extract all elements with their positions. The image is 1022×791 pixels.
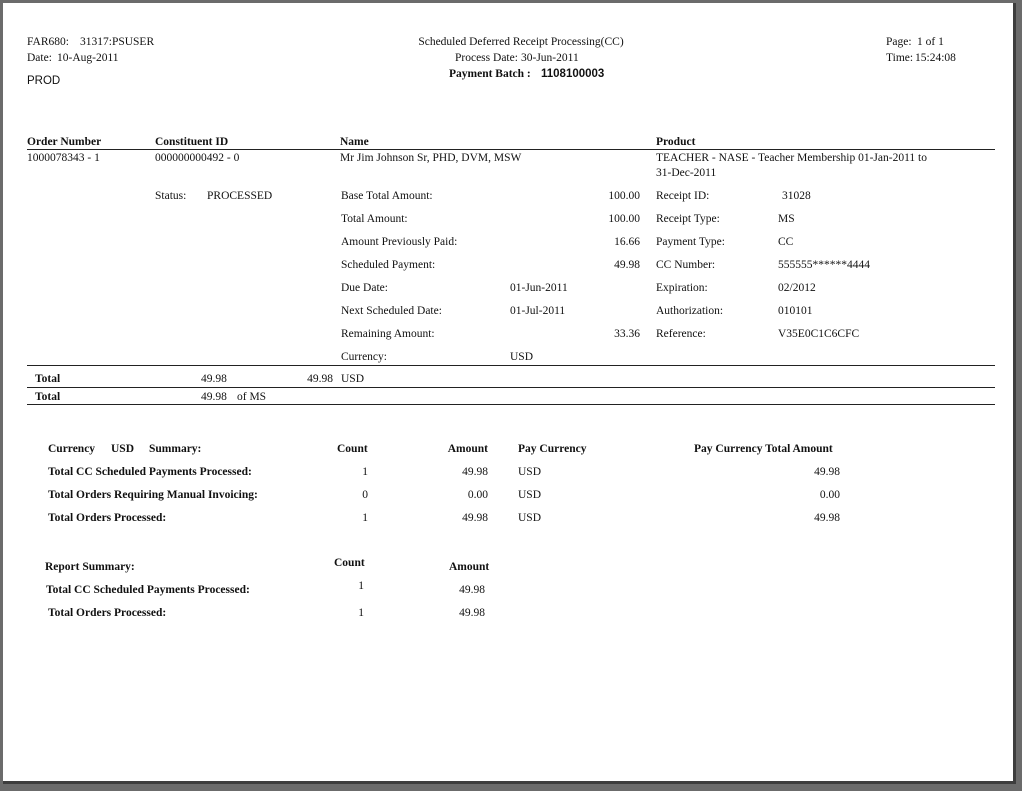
summary-row-amount: 0.00 [467, 489, 488, 501]
authorization-value: 010101 [778, 305, 813, 317]
currency-summary-col-pay-currency: Pay Currency [518, 443, 587, 455]
next-sched-label: Next Scheduled Date: [341, 305, 442, 317]
constituent-name: Mr Jim Johnson Sr, PHD, DVM, MSW [340, 152, 522, 164]
total-row-1-amount-2: 49.98 [307, 373, 333, 385]
report-user: 31317:PSUSER [80, 36, 155, 48]
cc-number-label: CC Number: [656, 259, 716, 271]
product-line-1: TEACHER - NASE - Teacher Membership 01-Jan-2011 to [656, 152, 927, 164]
summary-row-count: 1 [362, 512, 368, 524]
col-name: Name [340, 136, 369, 148]
report-date: 10-Aug-2011 [57, 52, 119, 64]
reference-label: Reference: [656, 328, 706, 340]
authorization-label: Authorization: [656, 305, 724, 317]
report-page [3, 3, 1016, 784]
time-label: Time: [886, 52, 914, 64]
summary-row-pay-total: 49.98 [814, 512, 840, 524]
report-summary-col-amount: Amount [449, 561, 490, 573]
constituent-id: 000000000492 - 0 [155, 152, 240, 164]
summary-row-pay-total: 49.98 [814, 466, 840, 478]
total-row-1-amount: 49.98 [201, 373, 227, 385]
expiration-label: Expiration: [656, 282, 708, 294]
report-summary-row-amount: 49.98 [459, 607, 485, 619]
report-summary-col-count: Count [334, 557, 365, 569]
next-sched-value: 01-Jul-2011 [510, 305, 566, 317]
remaining-label: Remaining Amount: [341, 328, 435, 340]
due-date-label: Due Date: [341, 282, 388, 294]
status-value: PROCESSED [207, 190, 273, 202]
summary-row-label: Total Orders Requiring Manual Invoicing: [48, 489, 258, 501]
currency-value: USD [510, 351, 534, 363]
sched-payment-label: Scheduled Payment: [341, 259, 436, 271]
process-date: 30-Jun-2011 [521, 52, 579, 64]
remaining-value: 33.36 [614, 328, 640, 340]
receipt-type-value: MS [778, 213, 795, 225]
process-date-label: Process Date: [455, 52, 518, 64]
sched-payment-value: 49.98 [614, 259, 640, 271]
page-number: 1 of 1 [917, 36, 944, 48]
totals-divider-bottom [27, 404, 995, 405]
col-constituent-id: Constituent ID [155, 136, 229, 148]
currency-label: Currency: [341, 351, 387, 363]
summary-row-label: Total CC Scheduled Payments Processed: [48, 466, 252, 478]
expiration-value: 02/2012 [778, 282, 816, 294]
report-summary-row-count: 1 [358, 580, 364, 592]
currency-summary-currency-label: Currency [48, 443, 96, 455]
report-title: Scheduled Deferred Receipt Processing(CC) [418, 36, 624, 48]
total-amount-label: Total Amount: [341, 213, 408, 225]
summary-row-label: Total Orders Processed: [48, 512, 167, 524]
order-number: 1000078343 - 1 [27, 152, 100, 164]
summary-row-count: 1 [362, 466, 368, 478]
payment-type-label: Payment Type: [656, 236, 725, 248]
due-date-value: 01-Jun-2011 [510, 282, 568, 294]
report-summary-label: Report Summary: [45, 561, 135, 573]
base-total-value: 100.00 [608, 190, 640, 202]
total-row-1-label: Total [35, 373, 61, 385]
report-summary-row-label: Total CC Scheduled Payments Processed: [46, 584, 250, 596]
col-product: Product [656, 136, 696, 148]
total-amount-value: 100.00 [608, 213, 640, 225]
report-summary-row-label: Total Orders Processed: [48, 607, 167, 619]
total-row-2-suffix: of MS [237, 391, 267, 403]
status-label: Status: [155, 190, 187, 202]
summary-row-pay-currency: USD [518, 489, 542, 501]
receipt-id-value: 31028 [782, 190, 811, 202]
currency-summary-col-pay-total: Pay Currency Total Amount [694, 443, 833, 455]
receipt-type-label: Receipt Type: [656, 213, 720, 225]
currency-summary-label: Summary: [149, 443, 202, 455]
report-summary-row-count: 1 [358, 607, 364, 619]
header-divider [27, 149, 995, 150]
totals-divider-mid [27, 387, 995, 388]
prev-paid-label: Amount Previously Paid: [341, 236, 458, 248]
payment-type-value: CC [778, 236, 794, 248]
total-row-2-label: Total [35, 391, 61, 403]
reference-value: V35E0C1C6CFC [778, 328, 860, 340]
totals-divider-top [27, 365, 995, 366]
summary-row-pay-total: 0.00 [819, 489, 840, 501]
payment-batch: 1108100003 [541, 68, 605, 80]
currency-summary-col-count: Count [337, 443, 368, 455]
summary-row-count: 0 [362, 489, 368, 501]
payment-batch-label: Payment Batch : [449, 68, 531, 80]
currency-summary-col-amount: Amount [447, 443, 488, 455]
total-row-2-amount: 49.98 [201, 391, 227, 403]
summary-row-amount: 49.98 [462, 466, 488, 478]
base-total-label: Base Total Amount: [341, 190, 433, 202]
report-summary-row-amount: 49.98 [459, 584, 485, 596]
col-order-number: Order Number [27, 136, 102, 148]
summary-row-amount: 49.98 [462, 512, 488, 524]
environment: PROD [27, 75, 61, 87]
currency-summary-currency: USD [111, 443, 135, 455]
receipt-id-label: Receipt ID: [656, 190, 710, 202]
product-line-2: 31-Dec-2011 [656, 167, 717, 179]
summary-row-pay-currency: USD [518, 512, 542, 524]
total-row-1-currency: USD [341, 373, 365, 385]
cc-number-value: 555555******4444 [778, 259, 870, 271]
page-label: Page: [886, 36, 912, 48]
summary-row-pay-currency: USD [518, 466, 542, 478]
prev-paid-value: 16.66 [614, 236, 640, 248]
report-time: 15:24:08 [915, 52, 956, 64]
report-id: FAR680: [27, 36, 69, 48]
date-label: Date: [27, 52, 52, 64]
